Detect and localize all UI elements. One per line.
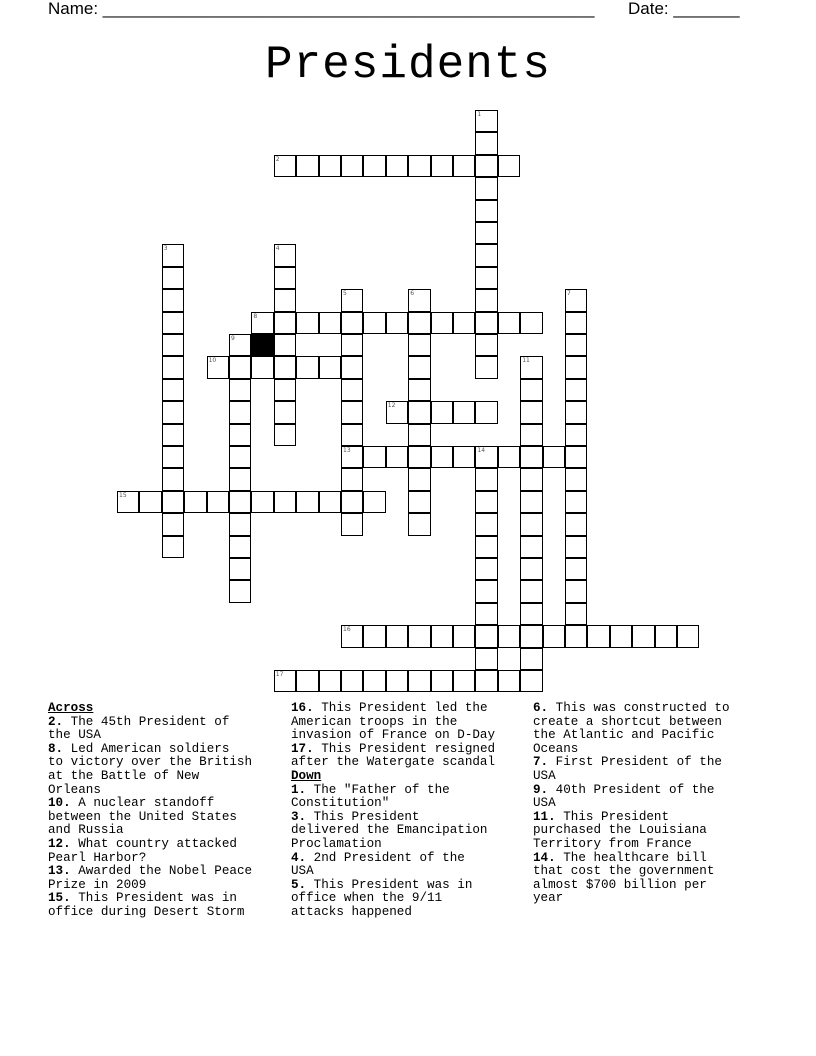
crossword-cell[interactable] xyxy=(296,491,318,513)
crossword-cell[interactable] xyxy=(274,424,296,446)
crossword-cell[interactable] xyxy=(431,625,453,647)
crossword-cell[interactable] xyxy=(565,289,587,311)
crossword-cell[interactable] xyxy=(341,289,363,311)
crossword-clue-number: 9 xyxy=(231,335,235,342)
crossword-clue-number: 6 xyxy=(410,290,415,298)
crossword-cell[interactable] xyxy=(565,356,587,378)
crossword-cell[interactable] xyxy=(117,491,139,513)
crossword-cell[interactable] xyxy=(565,603,587,625)
crossword-cell[interactable] xyxy=(565,580,587,602)
crossword-cell[interactable] xyxy=(341,446,363,468)
crossword-cell[interactable] xyxy=(341,625,363,647)
crossword-cell[interactable] xyxy=(341,468,363,490)
crossword-cell[interactable] xyxy=(341,312,363,334)
crossword-cell[interactable] xyxy=(162,401,184,423)
crossword-clue-number: 17 xyxy=(275,671,284,678)
crossword-cell[interactable] xyxy=(319,670,341,692)
clue-down-9: 9. 40th President of the USA xyxy=(533,782,715,811)
crossword-cell[interactable] xyxy=(341,401,363,423)
crossword-cell[interactable] xyxy=(655,625,677,647)
crossword-cell[interactable] xyxy=(453,155,475,177)
crossword-cell[interactable] xyxy=(565,334,587,356)
clue-across-16: 16. This President led the American troops in the invasion of France on D-Day xyxy=(291,701,496,743)
crossword-cell[interactable] xyxy=(498,155,520,177)
crossword-cell[interactable] xyxy=(520,446,542,468)
crossword-cell[interactable] xyxy=(408,625,430,647)
crossword-cell[interactable] xyxy=(229,401,251,423)
crossword-cell[interactable] xyxy=(453,312,475,334)
clue-across-15: 15. This President was in office during Desert Storm xyxy=(48,891,245,919)
crossword-clue-number: 2 xyxy=(275,155,280,163)
crossword-cell[interactable] xyxy=(341,155,363,177)
clue-across-13: 13. Awarded the Nobel Peace Prize in 2009 xyxy=(48,864,253,892)
crossword-cell[interactable] xyxy=(475,670,497,692)
crossword-cell[interactable] xyxy=(408,446,430,468)
crossword-cell[interactable] xyxy=(162,379,184,401)
clue-column-3 xyxy=(533,702,769,906)
page-title: Presidents xyxy=(264,39,552,91)
crossword-cell[interactable] xyxy=(475,356,497,378)
crossword-cell[interactable] xyxy=(475,200,497,222)
crossword-cell[interactable] xyxy=(475,110,497,132)
crossword-cell[interactable] xyxy=(475,177,497,199)
clue-column-2 xyxy=(291,702,527,920)
crossword-cell[interactable] xyxy=(610,625,632,647)
crossword-cell[interactable] xyxy=(162,334,184,356)
crossword-cell[interactable] xyxy=(363,625,385,647)
crossword-cell[interactable] xyxy=(386,155,408,177)
crossword-cell[interactable] xyxy=(565,625,587,647)
crossword-cell[interactable] xyxy=(363,491,385,513)
crossword-cell[interactable] xyxy=(274,670,296,692)
crossword-cell[interactable] xyxy=(587,625,609,647)
crossword-cell[interactable] xyxy=(408,379,430,401)
crossword-cell[interactable] xyxy=(251,491,273,513)
crossword-cell[interactable] xyxy=(475,312,497,334)
crossword-cell[interactable] xyxy=(520,379,542,401)
crossword-cell[interactable] xyxy=(453,446,475,468)
crossword-cell[interactable] xyxy=(386,446,408,468)
crossword-cell[interactable] xyxy=(520,491,542,513)
crossword-cell[interactable] xyxy=(431,401,453,423)
crossword-cell[interactable] xyxy=(543,625,565,647)
crossword-cell[interactable] xyxy=(296,356,318,378)
crossword-cell[interactable] xyxy=(274,289,296,311)
crossword-cell[interactable] xyxy=(274,491,296,513)
crossword-cell[interactable] xyxy=(408,155,430,177)
crossword-cell[interactable] xyxy=(319,312,341,334)
clue-down-3: 3. This President delivered the Emancipation Proclamation xyxy=(291,809,488,851)
crossword-cell[interactable] xyxy=(139,491,161,513)
crossword-cell[interactable] xyxy=(229,334,251,356)
crossword-cell[interactable] xyxy=(274,356,296,378)
crossword-cell[interactable] xyxy=(632,625,654,647)
crossword-cell[interactable] xyxy=(251,312,273,334)
crossword-cell[interactable] xyxy=(565,468,587,490)
crossword-clue-number: 4 xyxy=(275,245,280,253)
crossword-cell[interactable] xyxy=(475,155,497,177)
crossword-cell[interactable] xyxy=(296,670,318,692)
clue-down-14: 14. The healthcare bill that cost the government almost $700 billion per year xyxy=(533,850,715,906)
crossword-cell[interactable] xyxy=(363,312,385,334)
crossword-cell[interactable] xyxy=(408,312,430,334)
crossword-cell[interactable] xyxy=(475,222,497,244)
crossword-cell[interactable] xyxy=(475,132,497,154)
clue-down-5: 5. This President was in office when the 9/11 attacks happened xyxy=(291,877,473,919)
crossword-cell[interactable] xyxy=(229,491,251,513)
crossword-cell[interactable] xyxy=(431,446,453,468)
crossword-cell[interactable] xyxy=(296,155,318,177)
crossword-cell[interactable] xyxy=(162,513,184,535)
crossword-cell[interactable] xyxy=(565,513,587,535)
crossword-cell[interactable] xyxy=(475,267,497,289)
crossword-clue-number: 14 xyxy=(477,447,486,454)
clue-across-8: 8. Led American soldiers to victory over the British at the Battle of New Orleans xyxy=(48,741,253,797)
crossword-cell[interactable] xyxy=(475,625,497,647)
crossword-cell[interactable] xyxy=(431,312,453,334)
crossword-cell[interactable] xyxy=(229,536,251,558)
crossword-cell[interactable] xyxy=(341,424,363,446)
crossword-cell[interactable] xyxy=(229,356,251,378)
crossword-cell[interactable] xyxy=(363,446,385,468)
clue-down-4: 4. 2nd President of the USA xyxy=(291,850,465,879)
crossword-cell[interactable] xyxy=(408,401,430,423)
crossword-cell[interactable] xyxy=(520,312,542,334)
crossword-cell[interactable] xyxy=(341,491,363,513)
crossword-cell[interactable] xyxy=(229,468,251,490)
crossword-cell[interactable] xyxy=(162,244,184,266)
crossword-cell[interactable] xyxy=(162,468,184,490)
clue-down-6: 6. This was constructed to create a shortcut between the Atlantic and Pacific Oceans xyxy=(533,701,730,756)
crossword-cell[interactable] xyxy=(162,312,184,334)
crossword-cell[interactable] xyxy=(520,424,542,446)
clue-across-2: 2. The 45th President of the USA xyxy=(48,714,230,743)
crossword-cell[interactable] xyxy=(341,379,363,401)
name-field-label[interactable]: Name: ____________________________________________________ xyxy=(48,0,595,18)
crossword-cell[interactable] xyxy=(498,625,520,647)
crossword-clue-number: 11 xyxy=(522,357,530,365)
crossword-cell[interactable] xyxy=(251,356,273,378)
crossword-cell[interactable] xyxy=(520,603,542,625)
crossword-cell[interactable] xyxy=(341,513,363,535)
crossword-cell[interactable] xyxy=(565,446,587,468)
crossword-cell[interactable] xyxy=(408,356,430,378)
crossword-black-cell xyxy=(251,334,273,356)
crossword-cell[interactable] xyxy=(408,670,430,692)
crossword-cell[interactable] xyxy=(296,312,318,334)
crossword-cell[interactable] xyxy=(453,670,475,692)
crossword-cell[interactable] xyxy=(274,155,296,177)
clue-down-7: 7. First President of the USA xyxy=(533,755,722,783)
crossword-cell[interactable] xyxy=(408,289,430,311)
crossword-cell[interactable] xyxy=(229,580,251,602)
crossword-clue-number: 8 xyxy=(253,312,258,320)
crossword-cell[interactable] xyxy=(341,334,363,356)
crossword-cell[interactable] xyxy=(565,536,587,558)
clue-down-11: 11. This President purchased the Louisiana Territory from France xyxy=(533,809,707,851)
crossword-cell[interactable] xyxy=(498,670,520,692)
crossword-cell[interactable] xyxy=(162,289,184,311)
crossword-cell[interactable] xyxy=(475,558,497,580)
crossword-cell[interactable] xyxy=(408,468,430,490)
crossword-cell[interactable] xyxy=(162,424,184,446)
crossword-clue-number: 1 xyxy=(477,111,482,118)
crossword-cell[interactable] xyxy=(565,379,587,401)
crossword-cell[interactable] xyxy=(475,334,497,356)
crossword-cell[interactable] xyxy=(207,356,229,378)
crossword-cell[interactable] xyxy=(274,267,296,289)
crossword-cell[interactable] xyxy=(520,356,542,378)
crossword-cell[interactable] xyxy=(386,670,408,692)
crossword-clue-number: 3 xyxy=(163,245,168,253)
crossword-cell[interactable] xyxy=(386,312,408,334)
crossword-cell[interactable] xyxy=(386,401,408,423)
crossword-cell[interactable] xyxy=(274,401,296,423)
crossword-cell[interactable] xyxy=(229,379,251,401)
crossword-cell[interactable] xyxy=(475,491,497,513)
crossword-cell[interactable] xyxy=(475,401,497,423)
crossword-cell[interactable] xyxy=(162,356,184,378)
crossword-cell[interactable] xyxy=(274,379,296,401)
crossword-cell[interactable] xyxy=(162,267,184,289)
crossword-cell[interactable] xyxy=(475,446,497,468)
crossword-cell[interactable] xyxy=(431,155,453,177)
crossword-cell[interactable] xyxy=(520,513,542,535)
crossword-cell[interactable] xyxy=(453,401,475,423)
crossword-cell[interactable] xyxy=(565,558,587,580)
crossword-cell[interactable] xyxy=(229,558,251,580)
crossword-cell[interactable] xyxy=(162,536,184,558)
crossword-clue-number: 15 xyxy=(119,491,127,499)
crossword-clue-number: 5 xyxy=(343,290,347,298)
crossword-cell[interactable] xyxy=(475,580,497,602)
clue-across-12: 12. What country attacked Pearl Harbor? xyxy=(48,836,237,865)
crossword-cell[interactable] xyxy=(162,491,184,513)
crossword-cell[interactable] xyxy=(229,424,251,446)
crossword-cell[interactable] xyxy=(453,625,475,647)
crossword-cell[interactable] xyxy=(565,312,587,334)
crossword-cell[interactable] xyxy=(543,446,565,468)
crossword-clue-number: 16 xyxy=(343,626,351,634)
crossword-cell[interactable] xyxy=(565,491,587,513)
clues-heading-across: Across xyxy=(48,701,94,715)
clue-across-10: 10. A nuclear standoff between the United States and Russia xyxy=(48,796,237,838)
crossword-cell[interactable] xyxy=(386,625,408,647)
crossword-cell[interactable] xyxy=(274,334,296,356)
clue-column-1 xyxy=(48,702,284,920)
crossword-cell[interactable] xyxy=(341,356,363,378)
crossword-cell[interactable] xyxy=(408,491,430,513)
crossword-cell[interactable] xyxy=(319,491,341,513)
crossword-cell[interactable] xyxy=(565,424,587,446)
crossword-cell[interactable] xyxy=(274,244,296,266)
crossword-cell[interactable] xyxy=(363,155,385,177)
crossword-cell[interactable] xyxy=(274,312,296,334)
crossword-cell[interactable] xyxy=(475,513,497,535)
crossword-clue-number: 12 xyxy=(387,402,396,410)
crossword-cell[interactable] xyxy=(520,580,542,602)
crossword-cell[interactable] xyxy=(498,446,520,468)
crossword-clue-number: 7 xyxy=(567,290,571,298)
crossword-cell[interactable] xyxy=(475,536,497,558)
clue-down-1: 1. The "Father of the Constitution" xyxy=(291,782,450,811)
crossword-cell[interactable] xyxy=(229,513,251,535)
crossword-clue-number: 13 xyxy=(343,447,351,454)
crossword-cell[interactable] xyxy=(162,446,184,468)
clues-heading-down: Down xyxy=(291,768,322,783)
crossword-cell[interactable] xyxy=(475,468,497,490)
crossword-cell[interactable] xyxy=(565,401,587,423)
crossword-cell[interactable] xyxy=(475,648,497,670)
crossword-cell[interactable] xyxy=(363,670,385,692)
crossword-cell[interactable] xyxy=(408,513,430,535)
crossword-cell[interactable] xyxy=(341,670,363,692)
crossword-cell[interactable] xyxy=(520,558,542,580)
crossword-cell[interactable] xyxy=(319,356,341,378)
crossword-cell[interactable] xyxy=(408,334,430,356)
crossword-cell[interactable] xyxy=(207,491,229,513)
crossword-cell[interactable] xyxy=(184,491,206,513)
crossword-cell[interactable] xyxy=(520,468,542,490)
crossword-clue-number: 10 xyxy=(208,357,217,365)
crossword-cell[interactable] xyxy=(498,312,520,334)
crossword-cell[interactable] xyxy=(520,670,542,692)
crossword-cell[interactable] xyxy=(408,424,430,446)
crossword-cell[interactable] xyxy=(475,244,497,266)
crossword-cell[interactable] xyxy=(677,625,699,647)
crossword-cell[interactable] xyxy=(431,670,453,692)
crossword-cell[interactable] xyxy=(520,401,542,423)
crossword-cell[interactable] xyxy=(520,536,542,558)
date-field-label[interactable]: Date: _______ xyxy=(628,0,740,18)
clue-across-17: 17. This President resigned after the Watergate scandal xyxy=(291,741,496,770)
crossword-cell[interactable] xyxy=(520,648,542,670)
crossword-cell[interactable] xyxy=(229,446,251,468)
crossword-cell[interactable] xyxy=(520,625,542,647)
crossword-cell[interactable] xyxy=(475,289,497,311)
crossword-cell[interactable] xyxy=(475,603,497,625)
crossword-cell[interactable] xyxy=(319,155,341,177)
